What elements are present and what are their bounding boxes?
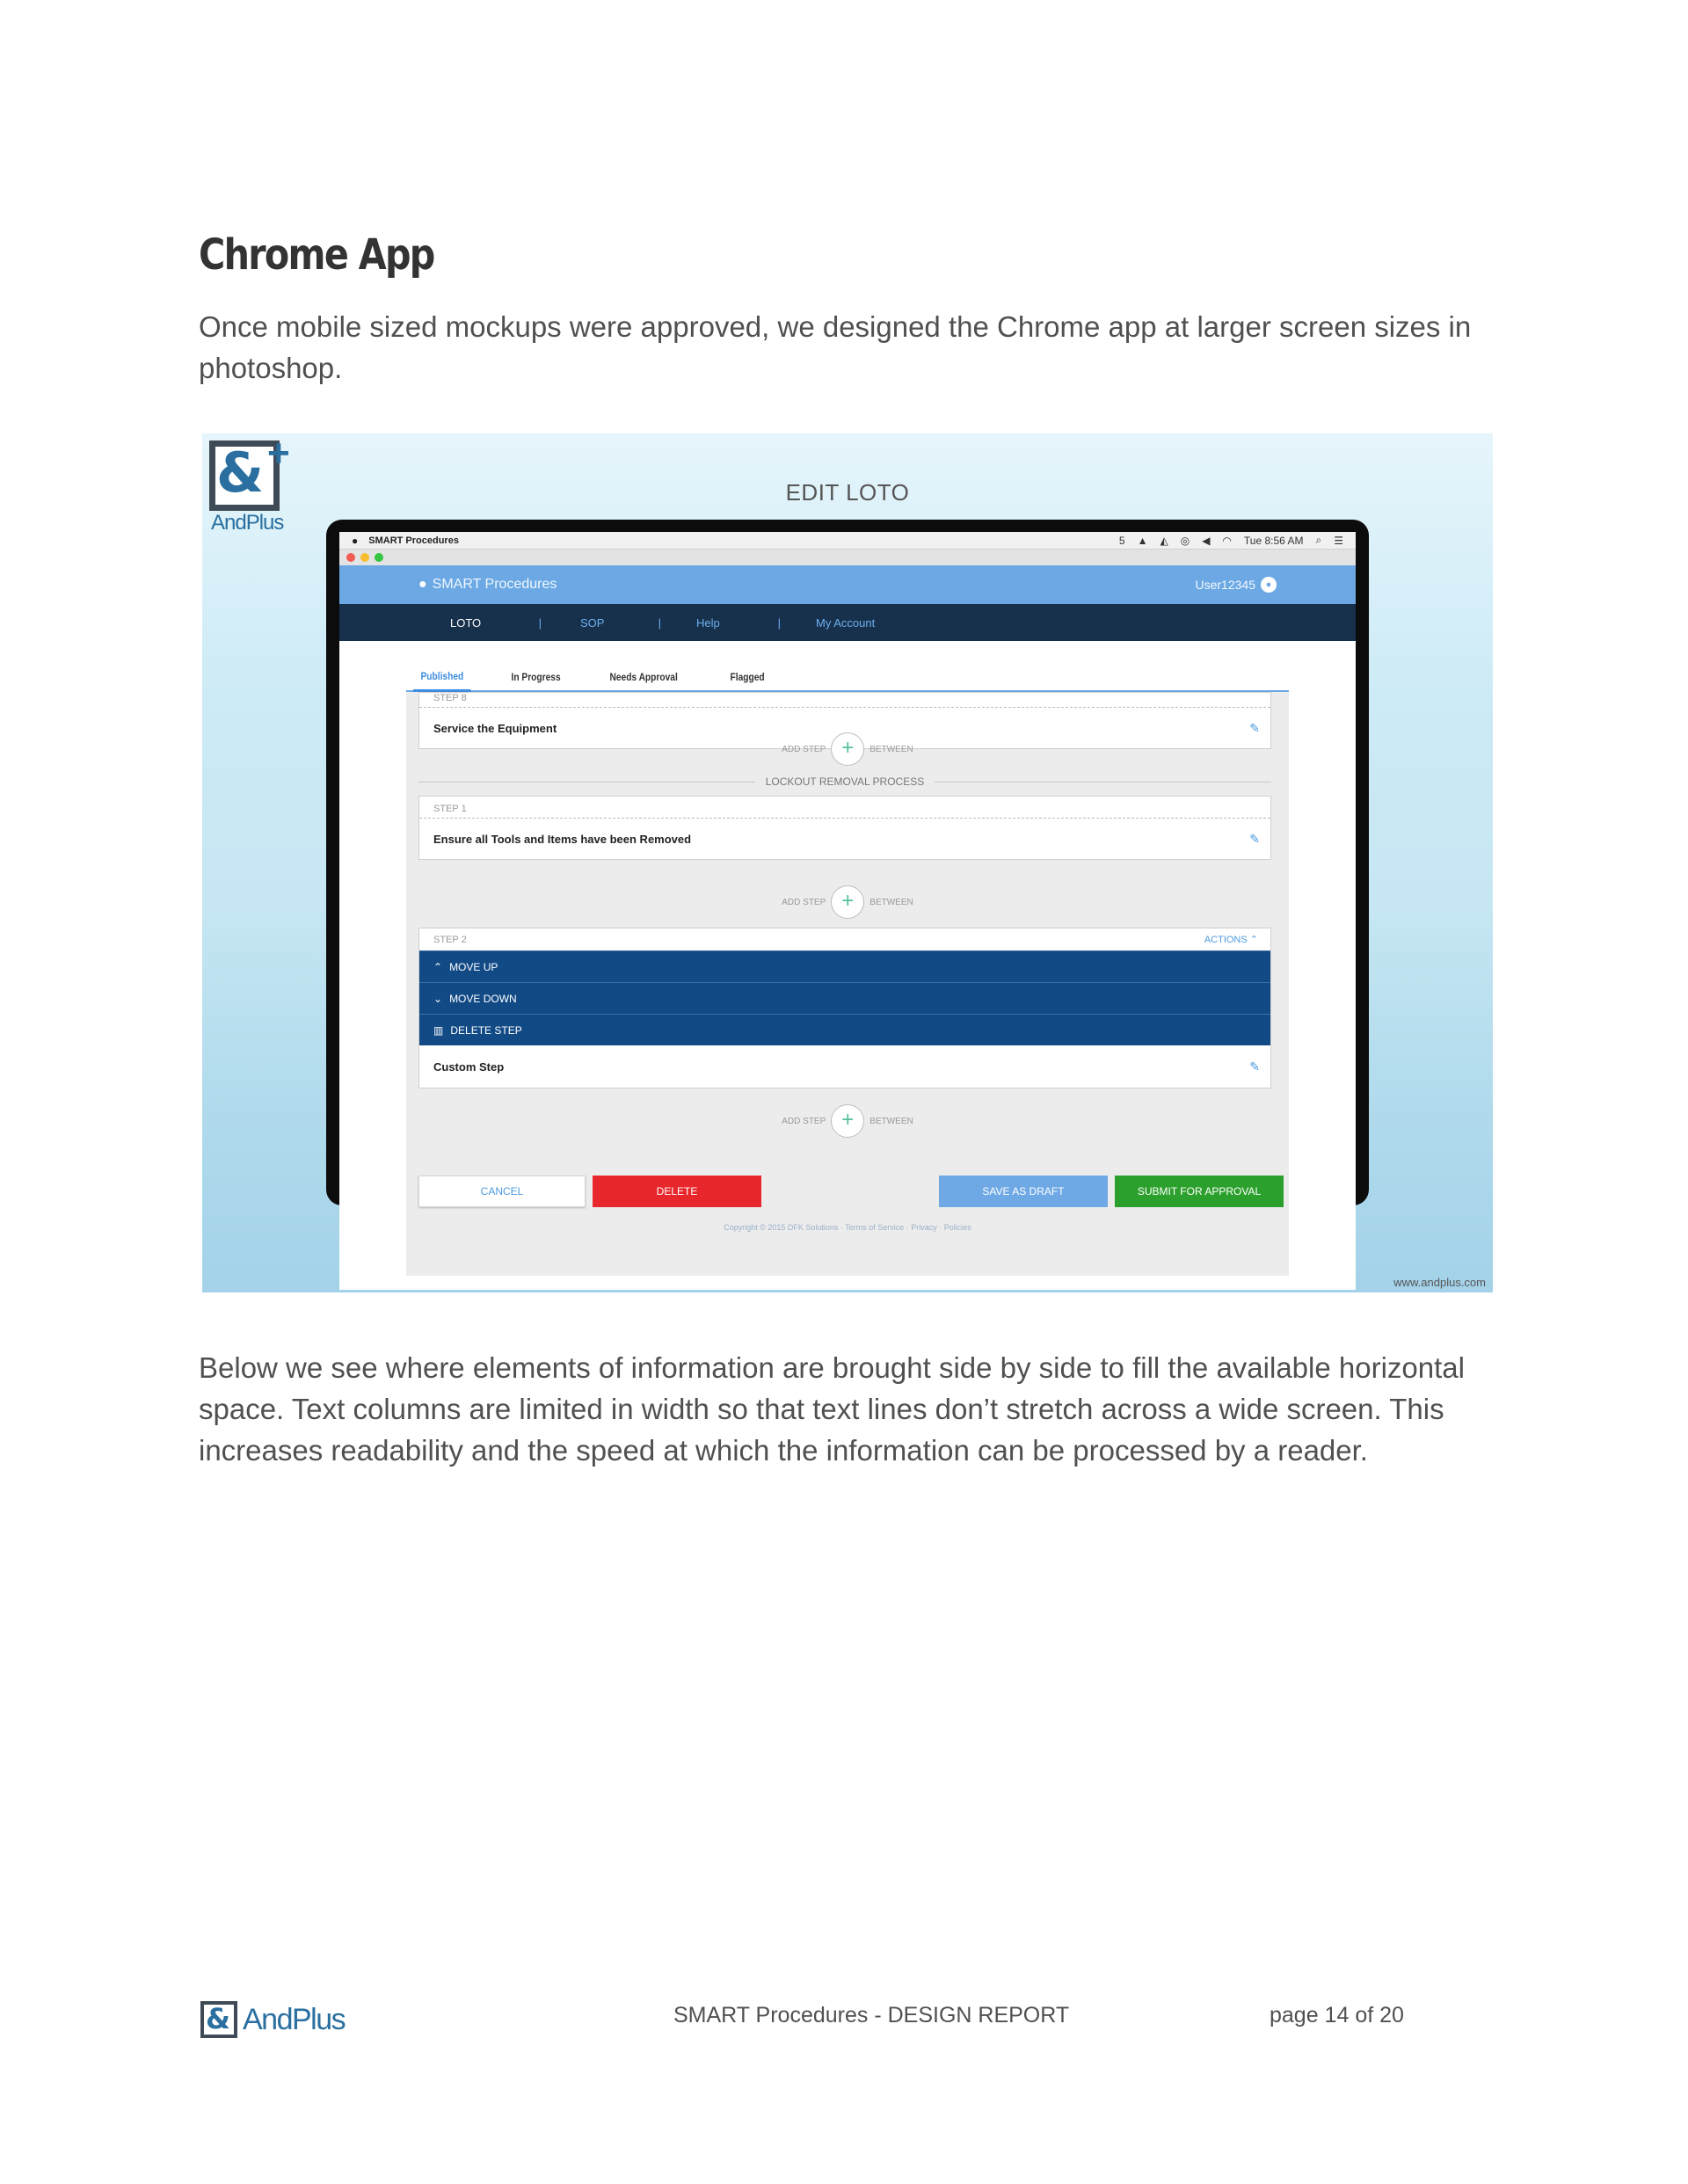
delete-button[interactable]: DELETE <box>593 1176 761 1207</box>
user-icon: ● <box>1261 577 1277 593</box>
section-label: LOCKOUT REMOVAL PROCESS <box>765 775 925 788</box>
trash-icon: ▥ <box>433 1023 444 1037</box>
intro-paragraph: Once mobile sized mockups were approved, we designed the Chrome app at larger screen sizes in photoshop. <box>199 310 1472 384</box>
step-card-2 <box>418 928 1271 1088</box>
between-label: BETWEEN <box>869 744 913 754</box>
drive-icon: ◭ <box>1160 534 1168 547</box>
footer-title: SMART Procedures - DESIGN REPORT <box>673 2003 1070 2027</box>
figure-title: EDIT LOTO <box>785 479 910 506</box>
list-icon[interactable]: ☰ <box>1334 534 1343 547</box>
mac-app-title: SMART Procedures <box>368 535 459 546</box>
menu-delete-step[interactable]: ▥ DELETE STEP <box>419 1014 1270 1045</box>
page-heading: Chrome App <box>199 230 434 280</box>
step-label: STEP 8 <box>433 693 467 703</box>
step-label: STEP 1 <box>433 804 467 814</box>
bell-icon: ▲ <box>1137 534 1148 547</box>
add-step-row <box>406 732 1289 766</box>
save-as-draft-button[interactable]: SAVE AS DRAFT <box>939 1176 1108 1207</box>
footer-logo <box>200 2001 345 2038</box>
add-step-button[interactable]: + <box>831 732 864 766</box>
step-text: Ensure all Tools and Items have been Removed <box>433 832 692 846</box>
main-nav <box>339 604 1356 641</box>
wifi-icon: ◠ <box>1222 534 1232 547</box>
tab-published[interactable]: Published <box>413 670 471 692</box>
add-step-button[interactable]: + <box>831 1104 864 1138</box>
nav-help[interactable]: Help | <box>696 615 781 630</box>
nav-loto[interactable]: LOTO | <box>450 615 542 630</box>
cancel-button[interactable]: CANCEL <box>418 1176 586 1207</box>
mac-menu-bar <box>339 532 1356 550</box>
user-menu[interactable] <box>1196 577 1277 593</box>
menu-move-up[interactable]: ⌃ MOVE UP <box>419 950 1270 982</box>
maximize-icon[interactable] <box>375 553 383 562</box>
chevron-up-icon: ⌃ <box>433 960 443 973</box>
sync-icon: ◎ <box>1180 534 1190 547</box>
user-name: User12345 <box>1195 578 1255 592</box>
chevron-up-icon: ⌃ <box>1249 935 1258 945</box>
chevron-down-icon: ⌄ <box>433 992 443 1005</box>
chrome-app-mockup-figure <box>202 433 1493 1292</box>
menu-move-down[interactable]: ⌄ MOVE DOWN <box>419 982 1270 1014</box>
step-text: Custom Step <box>433 1059 505 1074</box>
page-number: page 14 of 20 <box>1270 2003 1404 2027</box>
submit-for-approval-button[interactable]: SUBMIT FOR APPROVAL <box>1115 1176 1284 1207</box>
copyright-text: Copyright © 2015 DFK Solutions · Terms of Service · Privacy · Policies <box>724 1223 971 1232</box>
search-icon[interactable]: ⌕ <box>1315 534 1322 546</box>
status-badge: 5 <box>1118 534 1125 547</box>
andplus-logo-icon: & + <box>209 440 290 513</box>
body-paragraph: Below we see where elements of information are brought side by side to fill the available horizontal space. Text columns are limited in width so that text lines don’t stretch across a wide screen. This increases readability and the speed at which the information can be processed by a reader. <box>199 1351 1465 1467</box>
actions-toggle[interactable]: ACTIONS ⌃ <box>1204 935 1258 945</box>
mac-clock: Tue 8:56 AM <box>1243 534 1304 547</box>
edit-pencil-icon[interactable]: ✎ <box>1249 720 1260 735</box>
close-icon[interactable] <box>346 553 355 562</box>
add-step-row <box>406 885 1289 919</box>
tab-needs-approval[interactable]: Needs Approval <box>609 671 679 683</box>
add-step-row <box>406 1104 1289 1138</box>
between-label: BETWEEN <box>869 897 913 907</box>
add-step-label: ADD STEP <box>782 1116 826 1126</box>
minimize-icon[interactable] <box>360 553 369 562</box>
apple-icon: ● <box>352 534 359 547</box>
drop-icon: ● <box>418 577 427 592</box>
tab-bar <box>406 662 1289 692</box>
content-area <box>406 662 1289 1276</box>
tab-flagged[interactable]: Flagged <box>730 671 765 683</box>
nav-sop[interactable]: SOP | <box>580 615 661 630</box>
add-step-button[interactable]: + <box>831 885 864 919</box>
app-header <box>339 565 1356 604</box>
app-screen <box>339 532 1356 1290</box>
figure-url: www.andplus.com <box>1393 1276 1486 1289</box>
volume-icon: ◀ <box>1202 534 1211 547</box>
step-label: STEP 2 <box>433 934 467 945</box>
app-name: SMART Procedures <box>432 577 557 592</box>
add-step-label: ADD STEP <box>782 744 826 754</box>
step-text: Service the Equipment <box>433 721 557 735</box>
window-controls <box>339 550 1356 565</box>
between-label: BETWEEN <box>869 1116 913 1126</box>
section-divider <box>418 775 1271 788</box>
add-step-label: ADD STEP <box>782 897 826 907</box>
nav-my-account[interactable]: My Account <box>816 615 876 630</box>
edit-pencil-icon[interactable]: ✎ <box>1249 831 1260 846</box>
edit-pencil-icon[interactable]: ✎ <box>1249 1059 1260 1074</box>
figure-logo-text: AndPlus <box>211 511 284 535</box>
andplus-logo-icon: & <box>200 2001 237 2038</box>
tab-in-progress[interactable]: In Progress <box>511 671 561 683</box>
step-card-1 <box>418 796 1271 860</box>
footer-logo-text: AndPlus <box>243 2002 346 2036</box>
